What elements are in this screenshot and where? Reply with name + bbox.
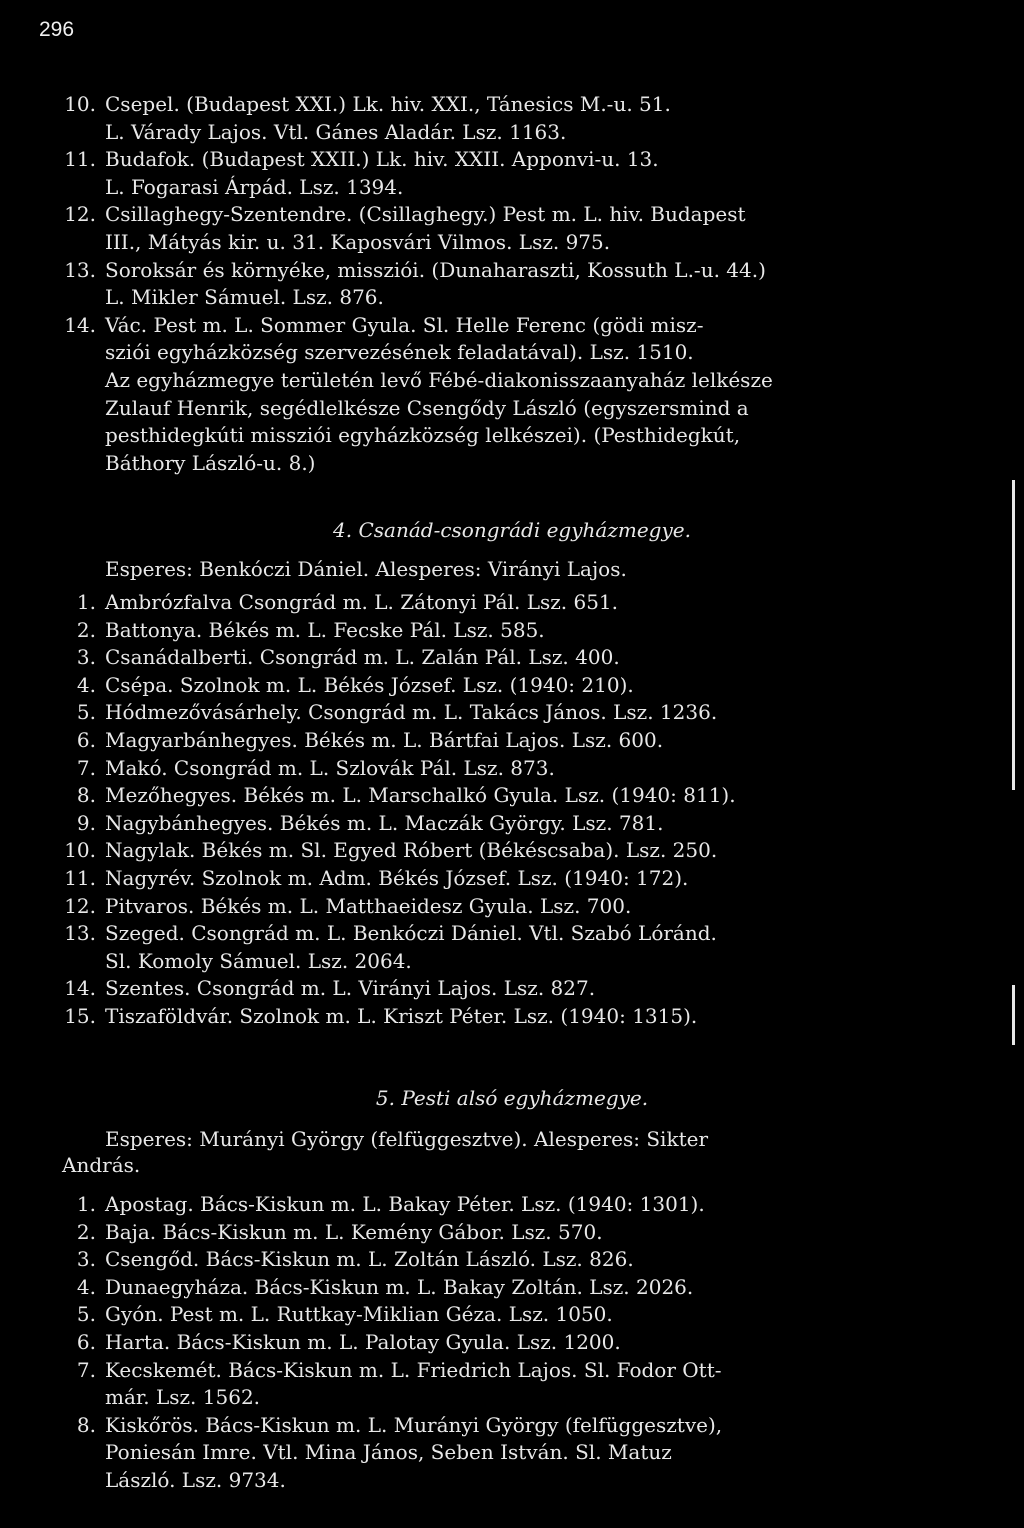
section-heading: 4. Csanád-csongrádi egyházmegye. [333,518,691,542]
entry-text: Szeged. Csongrád m. L. Benkóczi Dániel. Vtl. Szabó Lóránd. [105,921,717,946]
entry-number: 1. [76,590,96,614]
entry-number: 13. [64,921,96,946]
entry-text: Poniesán Imre. Vtl. Mina János, Seben István. Sl. Matuz [105,1440,672,1465]
entry-text: Makó. Csongrád m. L. Szlovák Pál. Lsz. 873. [105,755,555,780]
entry-text: Soroksár és környéke, missziói. (Dunaharaszti, Kossuth L.-u. 44.) [105,257,766,282]
entry-text: Pitvaros. Békés m. L. Matthaeidesz Gyula. Lsz. 700. [105,893,632,918]
entry-text: Mezőhegyes. Békés m. L. Marschalkó Gyula. Lsz. (1940: 811). [105,783,736,808]
entry-number: 6. [76,1330,96,1354]
entry-number: 15. [64,1004,96,1028]
entry-number: 13. [64,257,96,282]
entry-text: Harta. Bács-Kiskun m. L. Palotay Gyula. Lsz. 1200. [105,1330,621,1354]
officers-text: Esperes: Murányi György (felfüggesztve). Alesperes: Sikter [105,1127,709,1151]
entry-text: Nagybánhegyes. Békés m. L. Maczák György. Lsz. 781. [105,810,664,835]
entry-text: Szentes. Csongrád m. L. Virányi Lajos. Lsz. 827. [105,976,596,1001]
entry-text: L. Fogarasi Árpád. Lsz. 1394. [105,174,404,199]
entry-number: 12. [64,893,96,918]
entry-number: 3. [76,1247,96,1272]
entry-text: Ambrózfalva Csongrád m. L. Zátonyi Pál. Lsz. 651. [105,590,619,614]
entry-text: L. Várady Lajos. Vtl. Gánes Aladár. Lsz. 1163. [105,119,567,144]
entry-text: Nagylak. Békés m. Sl. Egyed Róbert (Békéscsaba). Lsz. 250. [105,838,718,863]
entry-number: 3. [76,645,96,670]
paragraph-text: Az egyházmegye területén levő Fébé-diakonisszaanyaház lelkésze [105,368,773,392]
entry-number: 2. [76,617,96,642]
entry-text: László. Lsz. 9734. [105,1468,286,1492]
entry-text: L. Mikler Sámuel. Lsz. 876. [105,285,384,310]
entry-text: III., Mátyás kir. u. 31. Kaposvári Vilmos. Lsz. 975. [105,230,611,254]
entry-text: Kecskemét. Bács-Kiskun m. L. Friedrich Lajos. Sl. Fodor Ott- [105,1357,722,1382]
paragraph-text: pesthidegkúti missziói egyházközség lelkészei). (Pesthidegkút, [105,423,741,448]
entry-text: Sl. Komoly Sámuel. Lsz. 2064. [105,948,412,973]
entry-number: 5. [76,1302,96,1327]
entry-number: 8. [76,783,96,808]
entry-number: 10. [64,838,96,863]
entry-text: Nagyrév. Szolnok m. Adm. Békés József. Lsz. (1940: 172). [105,866,689,890]
entry-number: 5. [76,700,96,725]
entry-text: Csengőd. Bács-Kiskun m. L. Zoltán László. Lsz. 826. [105,1247,634,1272]
paragraph-text: Báthory László-u. 8.) [105,450,316,475]
entry-number: 7. [76,755,96,780]
entry-text: Tiszaföldvár. Szolnok m. L. Kriszt Péter. Lsz. (1940: 1315). [105,1004,698,1028]
entry-text: Baja. Bács-Kiskun m. L. Kemény Gábor. Lsz. 570. [105,1219,603,1244]
entry-number: 14. [64,976,96,1001]
margin-rule [1012,480,1015,790]
entry-text: Gyón. Pest m. L. Ruttkay-Miklian Géza. Lsz. 1050. [105,1302,613,1327]
entry-text: Budafok. (Budapest XXII.) Lk. hiv. XXII. Apponvi-u. 13. [105,147,659,172]
entry-text: Vác. Pest m. L. Sommer Gyula. Sl. Helle Ferenc (gödi misz- [105,312,704,337]
entry-number: 7. [76,1357,96,1382]
page-number: 296 [39,18,75,41]
officers-text: András. [62,1153,141,1177]
section-heading: 5. Pesti alsó egyházmegye. [375,1086,649,1110]
entry-text: Kiskőrös. Bács-Kiskun m. L. Murányi György (felfüggesztve), [105,1412,723,1437]
entry-text: Magyarbánhegyes. Békés m. L. Bártfai Lajos. Lsz. 600. [105,728,664,752]
entry-number: 2. [76,1219,96,1244]
entry-number: 6. [76,728,96,752]
entry-number: 4. [76,672,96,697]
margin-rule [1012,985,1015,1045]
entry-text: Apostag. Bács-Kiskun m. L. Bakay Péter. Lsz. (1940: 1301). [105,1192,705,1216]
paragraph-text: Zulauf Henrik, segédlelkésze Csengődy László (egyszersmind a [105,395,749,420]
entry-text: Dunaegyháza. Bács-Kiskun m. L. Bakay Zoltán. Lsz. 2026. [105,1274,694,1299]
entry-text: Csepel. (Budapest XXI.) Lk. hiv. XXI., Tánesics M.-u. 51. [105,92,671,116]
entry-text: már. Lsz. 1562. [105,1385,261,1410]
entry-text: Csépa. Szolnok m. L. Békés József. Lsz. (1940: 210). [105,672,634,697]
entry-number: 4. [76,1274,96,1299]
entry-number: 9. [76,810,96,835]
entry-number: 14. [64,312,96,337]
entry-text: sziói egyházközség szervezésének feladatával). Lsz. 1510. [105,340,694,365]
entry-text: Csillaghegy-Szentendre. (Csillaghegy.) Pest m. L. hiv. Budapest [105,202,746,227]
entry-text: Battonya. Békés m. L. Fecske Pál. Lsz. 585. [105,617,545,642]
entry-number: 11. [64,866,96,890]
entry-number: 11. [64,147,96,172]
entry-number: 8. [76,1412,96,1437]
entry-text: Hódmezővásárhely. Csongrád m. L. Takács János. Lsz. 1236. [105,700,718,725]
entry-number: 12. [64,202,96,227]
officers-text: Esperes: Benkóczi Dániel. Alesperes: Virányi Lajos. [105,557,627,581]
entry-number: 1. [76,1192,96,1216]
entry-text: Csanádalberti. Csongrád m. L. Zalán Pál. Lsz. 400. [105,645,620,670]
entry-number: 10. [64,92,96,116]
